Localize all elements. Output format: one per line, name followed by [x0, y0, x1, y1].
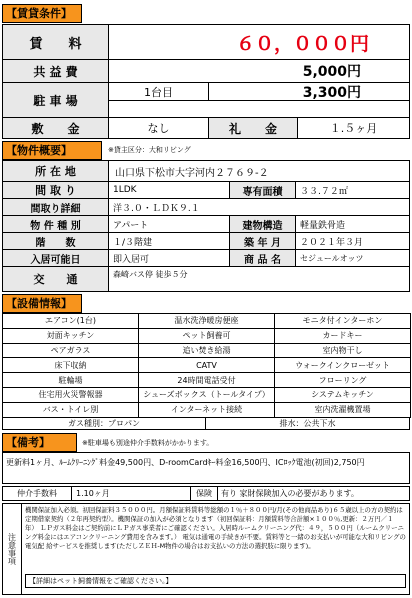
key-money-label: 礼 金	[208, 117, 298, 139]
equipment-item: バス・トイレ別	[2, 402, 139, 418]
drainage-type: 排水：公共下水	[205, 417, 410, 430]
pet-note: 【詳細はペット飼養情報をご確認ください。】	[25, 574, 406, 588]
equipment-item: ペアガラス	[2, 343, 139, 359]
equipment-item: 室内洗濯機置場	[274, 402, 411, 418]
movein-value: 即入居可	[108, 249, 230, 267]
section-header-equipment: 【設備情報】	[2, 294, 82, 313]
structure-label: 建物構造	[229, 215, 296, 233]
property-type-label: 物 件 種 別	[2, 215, 109, 233]
deposit-value: なし	[108, 117, 209, 139]
property-type-value: アパート	[108, 215, 230, 233]
common-fee-label: 共 益 費	[2, 59, 109, 83]
brokerage-label: 仲介手数料	[2, 486, 72, 501]
equipment-item: ウォークインクローゼット	[274, 357, 411, 373]
layout-detail-value: 洋３.０・ＬＤＫ９.１	[108, 198, 410, 216]
equipment-item: ペット飼養可	[138, 328, 275, 344]
caution-label: 注意事項	[7, 533, 17, 565]
renewal-fees: 更新料1ヶ月、ﾙｰﾑｸﾘｰﾆﾝｸﾞ料金49,500円、D-roomCardｷｰ料金16,500円、ICﾛｯｸ電池(初回)2,750円	[2, 452, 410, 484]
parking-blank-row	[108, 100, 410, 118]
section-header-overview: 【物件概要】	[2, 141, 102, 160]
transport-value: 森崎バス停 徒歩５分	[108, 266, 410, 292]
parking-value: 3,300円	[208, 82, 410, 101]
equipment-item: モニタ付インターホン	[274, 313, 411, 329]
common-fee-value: 5,000円	[108, 59, 410, 83]
gas-type: ガス種別：プロパン	[2, 417, 206, 430]
rent-value: ６０，０００円	[108, 24, 410, 60]
address-label: 所 在 地	[2, 160, 109, 182]
equipment-item: フローリング	[274, 372, 411, 388]
section-header-rent: 【賃貸条件】	[2, 4, 82, 23]
parking-label: 駐 車 場	[2, 82, 109, 118]
layout-detail-label: 間取り詳細	[2, 198, 109, 216]
parking-fee-note: ※駐車場も別途仲介手数料がかかります。	[82, 439, 214, 447]
equipment-item: 対面キッチン	[2, 328, 139, 344]
equipment-item: インターネット接続	[138, 402, 275, 418]
equipment-item: CATV	[138, 357, 275, 373]
caution-text: 機関保証加入必須。初回保証料３５０００円。月額保証料賃料等総額の１％＋８００円/月(その他商品あり)６５歳以上の方の契約は定期借家契約（２年再契約型）。機関保証の加入が必須となります（初回保証料：月額賃料等合計額×１００％,更新：２万円／１年） ＬＰガス料金はご契約前にＬＰガス事業者にご確認ください。入居時ルームクリーニング代：４９，５００円（ルームクリーニング料金にはエアコンクリーニング費用を含みます。） 電気は通電の手続きが不要。賃料等と一緒のお支払いが可能な大和リビングの電気配 給サービスを推奨します(ただしＺＥＨ-M物件の場合はお支払いの方法の選択肢に限ります)。	[25, 506, 406, 550]
equipment-item: 温水洗浄暖房便座	[138, 313, 275, 329]
deposit-label: 敷 金	[2, 117, 109, 139]
product-label: 商 品 名	[229, 249, 296, 267]
rent-label: 賃 料	[2, 24, 109, 60]
floor-value: １/３階建	[108, 232, 230, 250]
floor-label: 階 数	[2, 232, 109, 250]
area-value: ３３.７２㎡	[295, 181, 410, 199]
insurance-value: 有り 家財保険加入の必要があります。	[217, 486, 410, 501]
address-value: 山口県下松市大字河内２７６９-２	[108, 160, 410, 182]
insurance-label: 保険	[190, 486, 218, 501]
equipment-item: システムキッチン	[274, 387, 411, 403]
equipment-item: 24時間電話受付	[138, 372, 275, 388]
movein-label: 入居可能日	[2, 249, 109, 267]
key-money-value: １.５ヶ月	[297, 117, 410, 139]
layout-value: 1LDK	[108, 181, 230, 199]
built-label: 築 年 月	[229, 232, 296, 250]
equipment-item: 床下収納	[2, 357, 139, 373]
parking-count: 1台目	[108, 82, 209, 101]
structure-value: 軽量鉄骨造	[295, 215, 410, 233]
brokerage-value: 1.10ヶ月	[71, 486, 191, 501]
layout-label: 間 取 り	[2, 181, 109, 199]
equipment-item: 室内物干し	[274, 343, 411, 359]
equipment-item: シューズボックス（トールタイプ）	[138, 387, 275, 403]
equipment-item: 追い焚き給湯	[138, 343, 275, 359]
equipment-item: 駐輪場	[2, 372, 139, 388]
equipment-item: 住宅用火災警報器	[2, 387, 139, 403]
lessor-note: ※貸主区分：大和リビング	[108, 146, 191, 154]
section-header-notes: 【備考】	[2, 433, 77, 452]
area-label: 専有面積	[229, 181, 296, 199]
caution-text-cell	[21, 503, 410, 595]
transport-label: 交 通	[2, 266, 109, 292]
product-value: セジュールオッツ	[295, 249, 410, 267]
equipment-item: カードキー	[274, 328, 411, 344]
built-value: ２０２１年３月	[295, 232, 410, 250]
equipment-item: エアコン(1台)	[2, 313, 139, 329]
caution-label-cell	[2, 503, 22, 595]
